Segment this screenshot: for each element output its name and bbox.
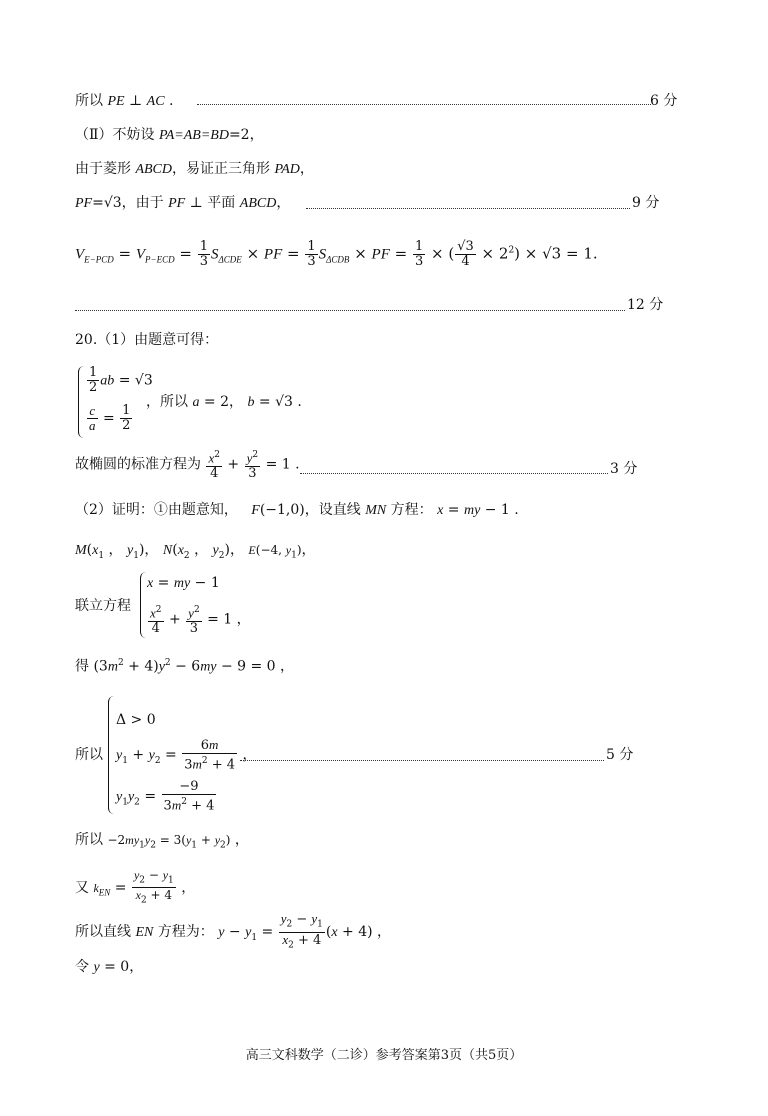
text-line-17: 所以直线 EN 方程为： $y - y_1$ = $\frac{y_2 - y_1}{x_2 + 4}$ (x + 4) ， bbox=[75, 911, 392, 951]
system-brace-1 bbox=[78, 366, 85, 438]
text-line-15: 所以 $-2my_1y_2 = 3(y_1 + y_2)$ ， bbox=[75, 832, 249, 851]
system2-eq2: $\frac{x^2}{4}$ + $\frac{y^2}{3}$ = 1 ， bbox=[150, 605, 251, 637]
score-9: 9 分 bbox=[632, 195, 660, 211]
text-line-1: 所以 PE ⊥ AC . bbox=[75, 93, 174, 109]
leader-dots-4 bbox=[300, 473, 608, 474]
system3-eq2: $y_1 + y_2$ = $\frac{6m}{3m^2 + 4}$ ， bbox=[116, 737, 257, 773]
score-3: 3 分 bbox=[610, 461, 638, 477]
text-line-2: （Ⅱ）不妨设 PA=AB=BD=2， bbox=[75, 127, 264, 143]
text-line-18: 令 y = 0， bbox=[75, 959, 144, 975]
leader-dots-3 bbox=[75, 310, 625, 311]
score-12: 12 分 bbox=[627, 297, 664, 313]
system-brace-3 bbox=[108, 696, 115, 814]
text-line-14-prefix: 所以 bbox=[75, 747, 103, 763]
text-line-11: $M(x_1$ ， $y_1$)， $N(x_2$ ， $y_2$)， E(−4, $y_1$)， bbox=[75, 542, 316, 561]
text-line-7: 20.（1）由题意可得： bbox=[75, 332, 219, 348]
system3-eq1: Δ > 0 bbox=[116, 712, 156, 728]
page-footer: 高三文科数学（二诊）参考答案第3页（共5页） bbox=[245, 1048, 523, 1063]
system1-eq2: $\frac{c}{a}$ = $\frac{1}{2}$ bbox=[89, 403, 131, 433]
text-line-10: （2）证明：①由题意知， F(−1,0)，设直线 MN 方程： x = my − 1 . bbox=[75, 502, 519, 518]
leader-dots-2 bbox=[306, 208, 630, 209]
text-line-16: 又 $k_{EN}$ = $\frac{y_2 - y_1}{x_2 + 4}$ ， bbox=[75, 868, 196, 906]
system3-eq3: $y_1y_2$ = $\frac{-9}{3m^2 + 4}$ bbox=[116, 779, 215, 814]
score-6: 6 分 bbox=[650, 93, 678, 109]
text-line-12-prefix: 联立方程 bbox=[75, 598, 131, 614]
text-line-13: 得 $(3m^2 + 4)y^2 - 6my - 9 = 0$ ， bbox=[75, 658, 295, 675]
score-5: 5 分 bbox=[606, 747, 634, 763]
leader-dots-1 bbox=[197, 104, 651, 105]
text-line-3: 由于菱形 ABCD，易证正三角形 PAD， bbox=[75, 161, 314, 177]
system1-eq1: $\frac{1}{2}$ ab = √3 bbox=[89, 365, 153, 395]
system1-result: ，所以 a = 2， b = √3 . bbox=[146, 394, 302, 410]
ellipse-equation: 故椭圆的标准方程为 $\frac{x^2}{4}$ + $\frac{y^2}{3}$ = 1 . bbox=[75, 450, 300, 482]
text-line-4: PF=√3，由于 PF ⊥ 平面 ABCD， bbox=[75, 195, 291, 211]
volume-formula: $V_{E-PCD} = V_{P-ECD}$ = $\frac{1}{3}$ $S_{\Delta CDE}$ × PF = $\frac{1}{3}$ $S_{\Delta CDB}$ × PF = $\frac{1}{3}$ × ( $\frac{√3}{4}$ × $2^2) \times √3 = 1$. bbox=[75, 239, 598, 269]
system2-eq1: x = my − 1 bbox=[147, 575, 220, 591]
system-brace-2 bbox=[140, 572, 147, 638]
leader-dots-5 bbox=[240, 760, 604, 761]
